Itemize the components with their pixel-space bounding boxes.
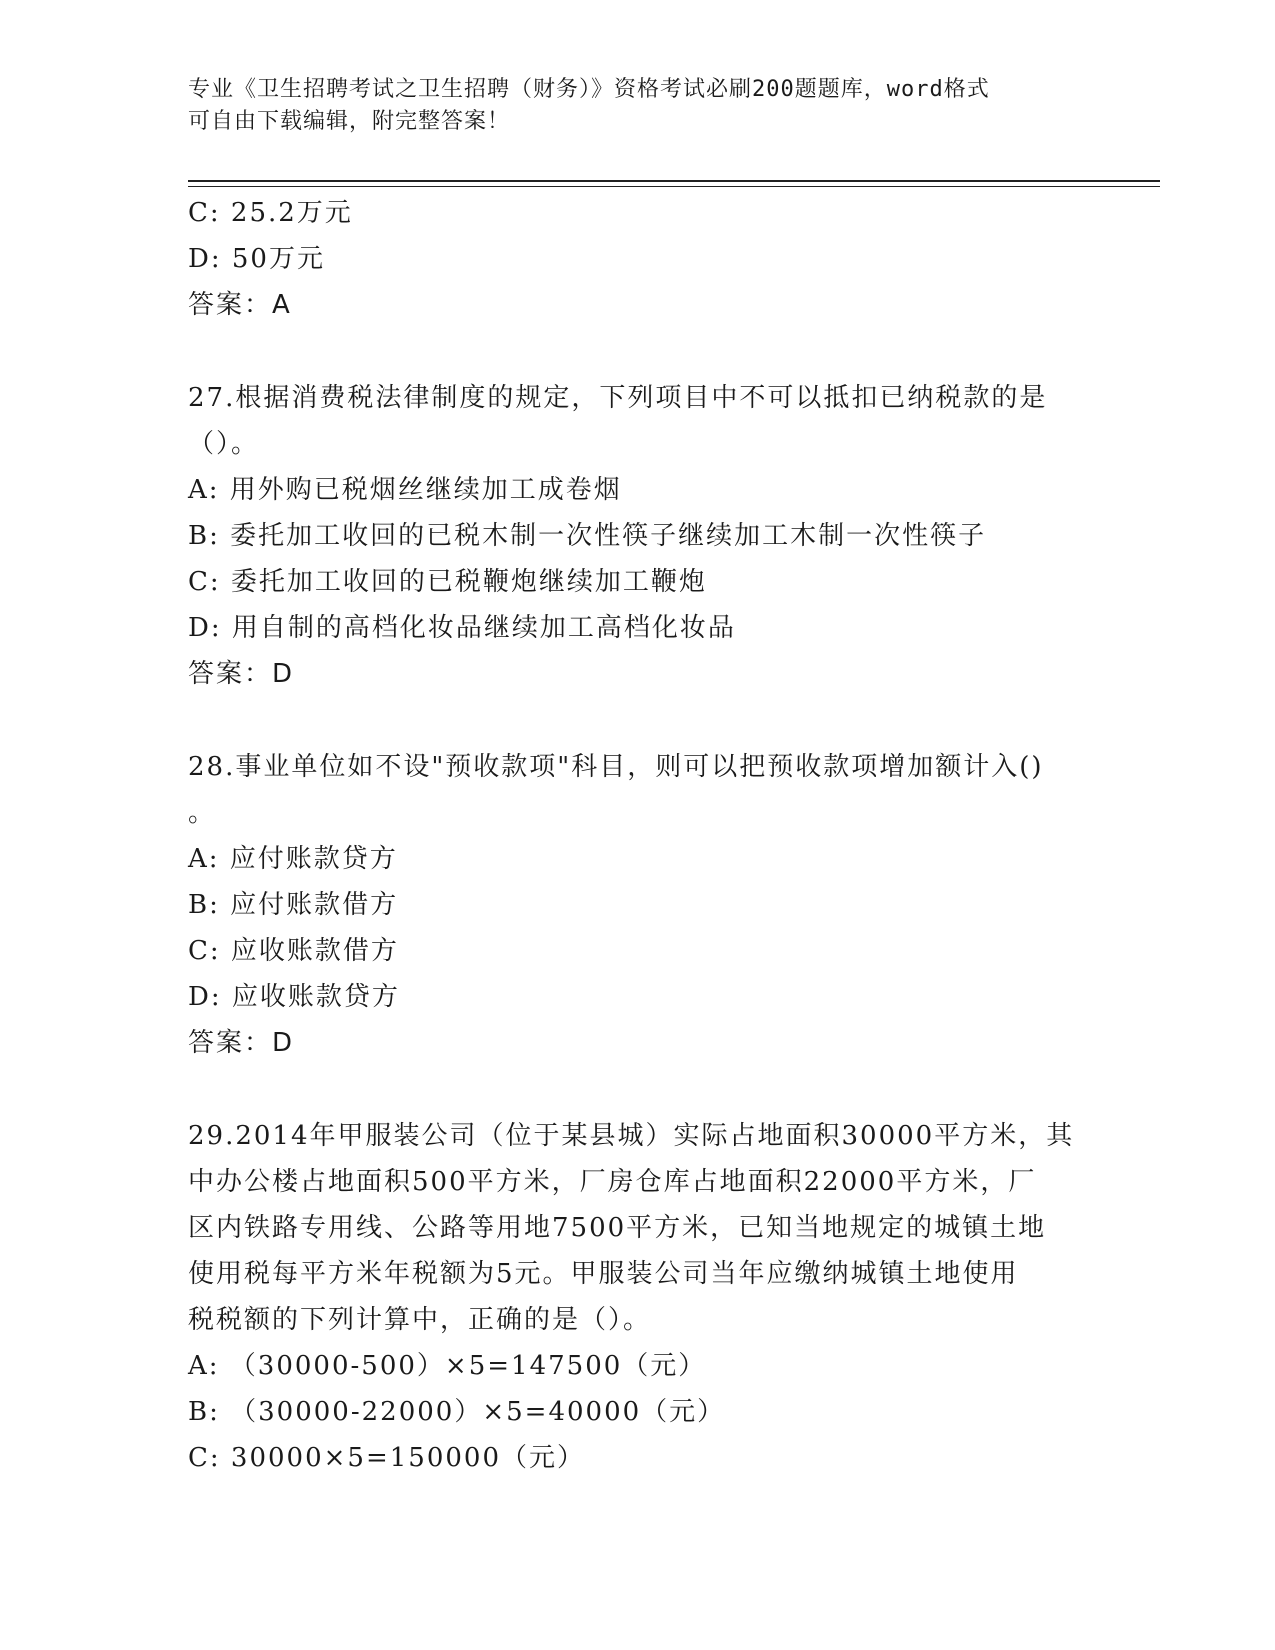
header-divider-thin <box>188 186 1160 187</box>
option-a: A: 应付账款贷方 <box>188 844 398 874</box>
question-text-line: （）。 <box>188 429 260 459</box>
question-27 <box>188 375 1088 697</box>
option-d: D: 应收账款贷方 <box>188 982 400 1012</box>
option-b: B: （30000-22000）×5=40000（元） <box>188 1397 726 1427</box>
option-b: B: 委托加工收回的已税木制一次性筷子继续加工木制一次性筷子 <box>188 521 987 551</box>
question-text-line: 。 <box>188 798 217 828</box>
option-d: D: 用自制的高档化妆品继续加工高档化妆品 <box>188 613 736 643</box>
option-b: B: 应付账款借方 <box>188 890 399 920</box>
question-text-line: 区内铁路专用线、公路等用地7500平方米，已知当地规定的城镇土地 <box>188 1213 1047 1243</box>
option-a: A: （30000-500）×5=147500（元） <box>188 1351 707 1381</box>
option-c: C: 30000×5=150000（元） <box>188 1443 585 1473</box>
answer-label: 答案：D <box>188 1028 295 1058</box>
answer-label: 答案：A <box>188 290 292 320</box>
option-a: A: 用外购已税烟丝继续加工成卷烟 <box>188 475 622 505</box>
document-header <box>188 74 1088 138</box>
header-line-2: 可自由下载编辑，附完整答案！ <box>188 109 511 134</box>
header-divider-thick <box>188 180 1160 182</box>
option-c: C: 25.2万元 <box>188 198 353 228</box>
question-29 <box>188 1113 1088 1481</box>
option-d: D: 50万元 <box>188 244 325 274</box>
option-c: C: 应收账款借方 <box>188 936 399 966</box>
option-c: C: 委托加工收回的已税鞭炮继续加工鞭炮 <box>188 567 707 597</box>
question-text-line: 税税额的下列计算中，正确的是（）。 <box>188 1305 652 1335</box>
prev-question <box>188 190 1088 328</box>
question-text-line: 29.2014年甲服装公司（位于某县城）实际占地面积30000平方米，其 <box>188 1121 1075 1151</box>
header-line-1: 专业《卫生招聘考试之卫生招聘（财务）》资格考试必刷200题题库，word格式 <box>188 77 990 102</box>
document-body <box>188 190 1088 1481</box>
question-text-line: 中办公楼占地面积500平方米，厂房仓库占地面积22000平方米，厂 <box>188 1167 1037 1197</box>
question-text-line: 使用税每平方米年税额为5元。甲服装公司当年应缴纳城镇土地使用 <box>188 1259 1019 1289</box>
question-text-line: 28.事业单位如不设"预收款项"科目，则可以把预收款项增加额计入() <box>188 752 1044 782</box>
answer-label: 答案：D <box>188 659 295 689</box>
question-text-line: 27.根据消费税法律制度的规定，下列项目中不可以抵扣已纳税款的是 <box>188 383 1048 413</box>
question-28 <box>188 744 1088 1066</box>
